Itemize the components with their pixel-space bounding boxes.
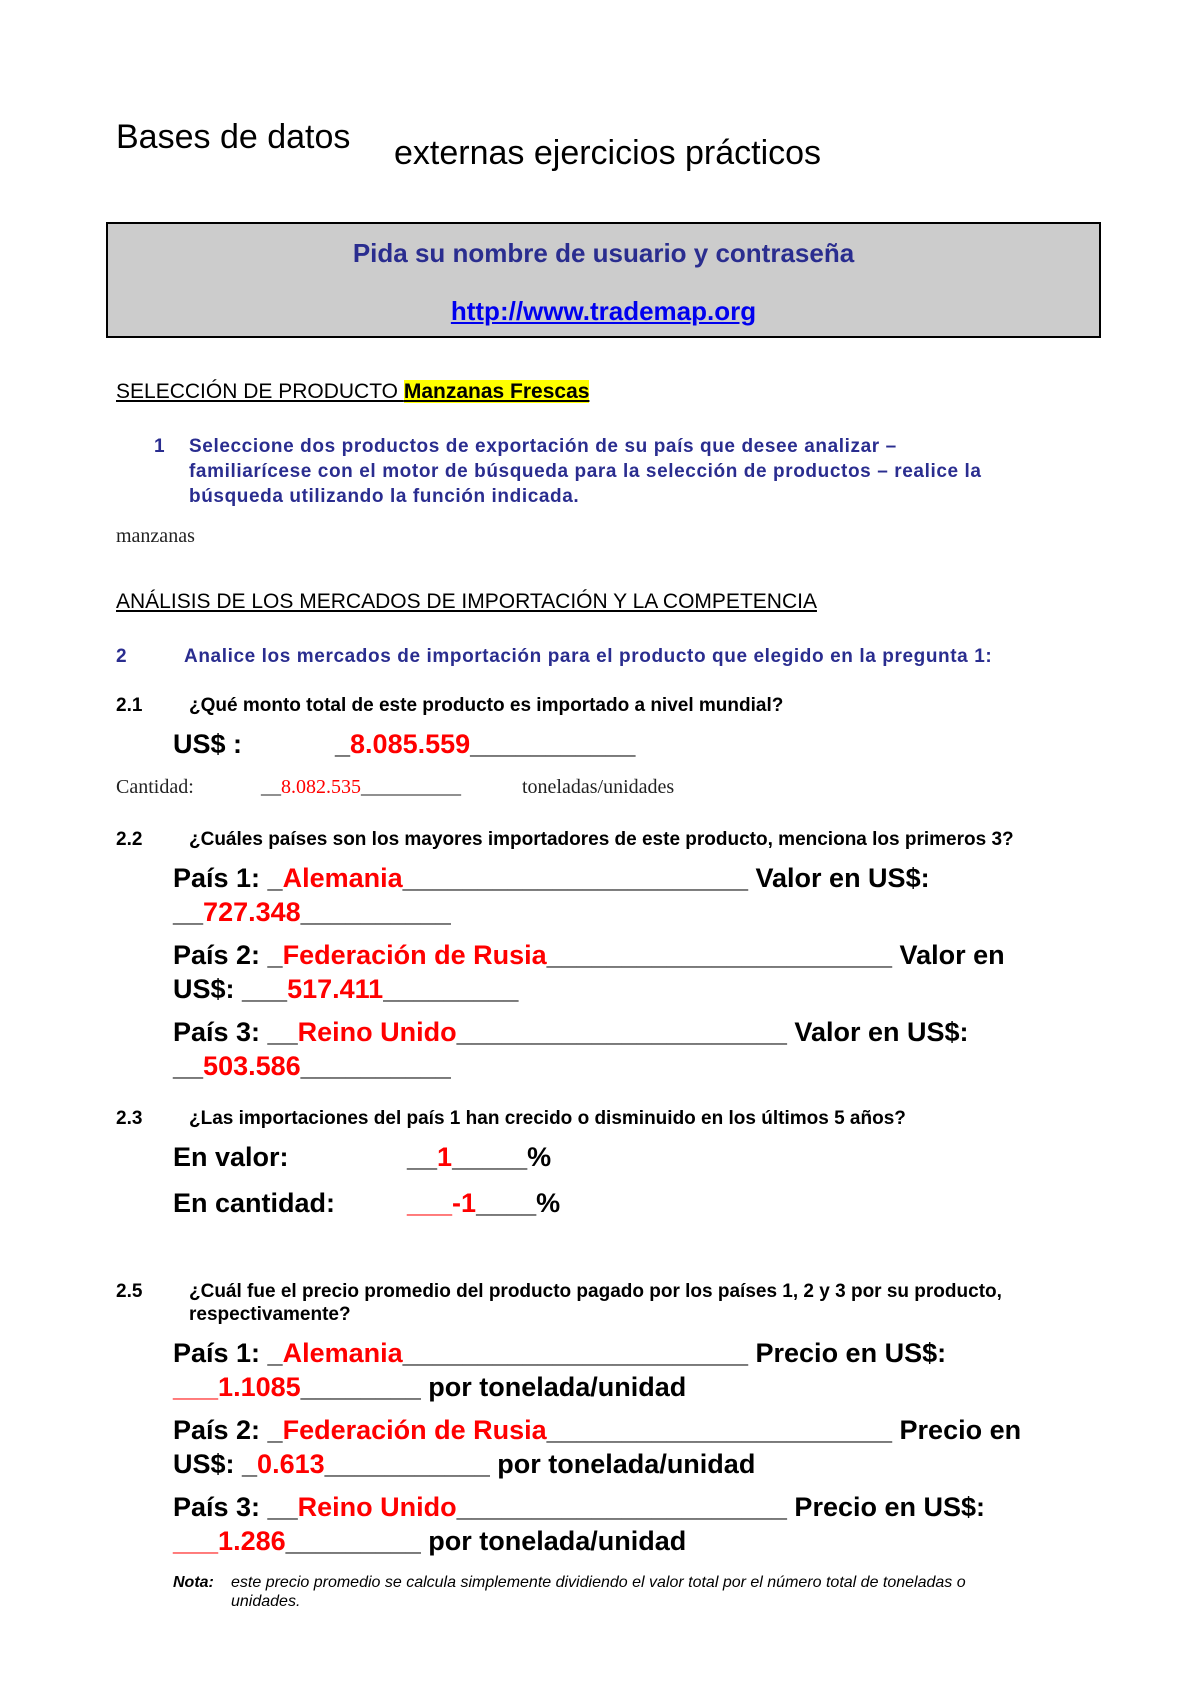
q22-row2-pre: US$: ___ [173, 974, 288, 1004]
credentials-prompt: Pida su nombre de usuario y contraseña [352, 238, 855, 268]
q25-row3-value: ___1.286 [173, 1526, 286, 1556]
q25-row1-country: Alemania [282, 1338, 403, 1368]
cantidad-label: En cantidad: [173, 1188, 336, 1218]
q25-row2-line1 [173, 1415, 1021, 1446]
selected-product: Manzanas Frescas [403, 380, 590, 403]
trademap-link-line [108, 296, 1099, 327]
q25-number: 2.5 [116, 1281, 143, 1302]
section-market-heading: ANÁLISIS DE LOS MERCADOS DE IMPORTACIÓN Y LA COMPETENCIA [116, 590, 817, 613]
q25-row3-line2 [173, 1526, 686, 1557]
cantidad-value: ___-1 [407, 1188, 477, 1218]
qty-value: 8.082.535 [281, 776, 361, 798]
q25-line2: respectivamente? [189, 1304, 351, 1325]
q21-number: 2.1 [116, 695, 143, 716]
q25-row1-label: País 1: _ [173, 1338, 283, 1368]
q22-number: 2.2 [116, 829, 143, 850]
q2-text: Analice los mercados de importación para el producto que elegido en la pregunta 1: [184, 646, 993, 667]
q1-line3: búsqueda utilizando la función indicada. [189, 486, 580, 507]
info-box [106, 222, 1101, 338]
q1-number: 1 [154, 436, 166, 457]
q25-row1-line1 [173, 1338, 946, 1369]
q25-row2-post: ___________ por tonelada/unidad [324, 1449, 756, 1479]
section-product-label: SELECCIÓN DE PRODUCTO [116, 380, 404, 403]
q22-row3-line2 [173, 1051, 451, 1082]
usd-label: US$ : [173, 729, 243, 759]
q22-text: ¿Cuáles países son los mayores importadores de este producto, menciona los primeros 3? [189, 829, 1014, 850]
q22-row3-post: __________ [300, 1051, 451, 1081]
qty-answer [261, 776, 461, 799]
usd-answer [335, 729, 635, 760]
q22-row1-line1 [173, 863, 930, 894]
q25-row2-line2 [173, 1449, 755, 1480]
q1-line2: familiarícese con el motor de búsqueda para la selección de productos – realice la [189, 461, 982, 482]
q2-number: 2 [116, 646, 128, 667]
cantidad-answer [407, 1188, 560, 1219]
q23-number: 2.3 [116, 1108, 143, 1129]
q25-row1-line2 [173, 1372, 686, 1403]
q1-answer: manzanas [116, 525, 195, 547]
q25-row3-post: _________ por tonelada/unidad [285, 1526, 687, 1556]
q25-row1-post: ________ por tonelada/unidad [300, 1372, 687, 1402]
q22-row3-tail: ______________________ Valor en US$: [456, 1017, 969, 1047]
q22-row3-label: País 3: __ [173, 1017, 298, 1047]
q25-row3-country: Reino Unido [297, 1492, 457, 1522]
page-title-part1: Bases de datos [116, 118, 351, 156]
q25-row2-value: 0.613 [257, 1449, 325, 1479]
usd-post: ___________ [470, 729, 636, 759]
qty-unit: toneladas/unidades [522, 776, 675, 798]
q25-row3-label: País 3: __ [173, 1492, 298, 1522]
q22-row1-pre: __ [173, 897, 204, 927]
q22-row1-tail: _______________________ Valor en US$: [402, 863, 930, 893]
nota-line1: este precio promedio se calcula simplemente dividiendo el valor total por el número total de toneladas o [231, 1574, 966, 1591]
q22-row1-line2 [173, 897, 451, 928]
q22-row3-country: Reino Unido [297, 1017, 457, 1047]
q22-row1-label: País 1: _ [173, 863, 283, 893]
valor-value: 1 [437, 1142, 453, 1172]
q22-row1-post: __________ [300, 897, 451, 927]
valor-pre: __ [407, 1142, 438, 1172]
q25-row2-pre: US$: _ [173, 1449, 258, 1479]
valor-answer [407, 1142, 551, 1173]
usd-value: 8.085.559 [350, 729, 471, 759]
q22-row3-value: 503.586 [203, 1051, 301, 1081]
usd-pre: _ [335, 729, 351, 759]
nota-line2: unidades. [231, 1593, 301, 1610]
q25-row2-label: País 2: _ [173, 1415, 283, 1445]
q22-row2-post: _________ [383, 974, 519, 1004]
q25-line1: ¿Cuál fue el precio promedio del producto pagado por los países 1, 2 y 3 por su producto, [189, 1281, 1002, 1302]
q21-text: ¿Qué monto total de este producto es importado a nivel mundial? [189, 695, 784, 716]
section-product-heading [116, 380, 589, 404]
q25-row2-tail: _______________________ Precio en [546, 1415, 1022, 1445]
q25-row1-tail: _______________________ Precio en US$: [402, 1338, 947, 1368]
q25-row3-line1 [173, 1492, 985, 1523]
q22-row1-value: 727.348 [203, 897, 301, 927]
q25-row2-country: Federación de Rusia [282, 1415, 547, 1445]
qty-pre: __ [261, 776, 281, 798]
qty-post: __________ [361, 776, 461, 798]
q1-line1: Seleccione dos productos de exportación de su país que desee analizar – [189, 436, 897, 457]
valor-post: _____% [452, 1142, 552, 1172]
q22-row2-label: País 2: _ [173, 940, 283, 970]
q25-row1-value: ___1.1085 [173, 1372, 301, 1402]
valor-label: En valor: [173, 1142, 289, 1172]
q22-row3-pre: __ [173, 1051, 204, 1081]
nota-label: Nota: [173, 1574, 214, 1591]
page-title-part2: externas ejercicios prácticos [394, 134, 822, 172]
trademap-link[interactable]: http://www.trademap.org [450, 296, 757, 326]
q22-row2-country: Federación de Rusia [282, 940, 547, 970]
q22-row2-line2 [173, 974, 518, 1005]
q25-row3-tail: ______________________ Precio en US$: [456, 1492, 986, 1522]
q22-row2-value: 517.411 [287, 974, 384, 1004]
cantidad-post: ____% [476, 1188, 561, 1218]
q22-row2-line1 [173, 940, 1005, 971]
q23-text: ¿Las importaciones del país 1 han crecido o disminuido en los últimos 5 años? [189, 1108, 906, 1129]
q22-row2-tail: _______________________ Valor en [546, 940, 1005, 970]
q22-row1-country: Alemania [282, 863, 403, 893]
q22-row3-line1 [173, 1017, 969, 1048]
qty-label: Cantidad: [116, 776, 194, 798]
